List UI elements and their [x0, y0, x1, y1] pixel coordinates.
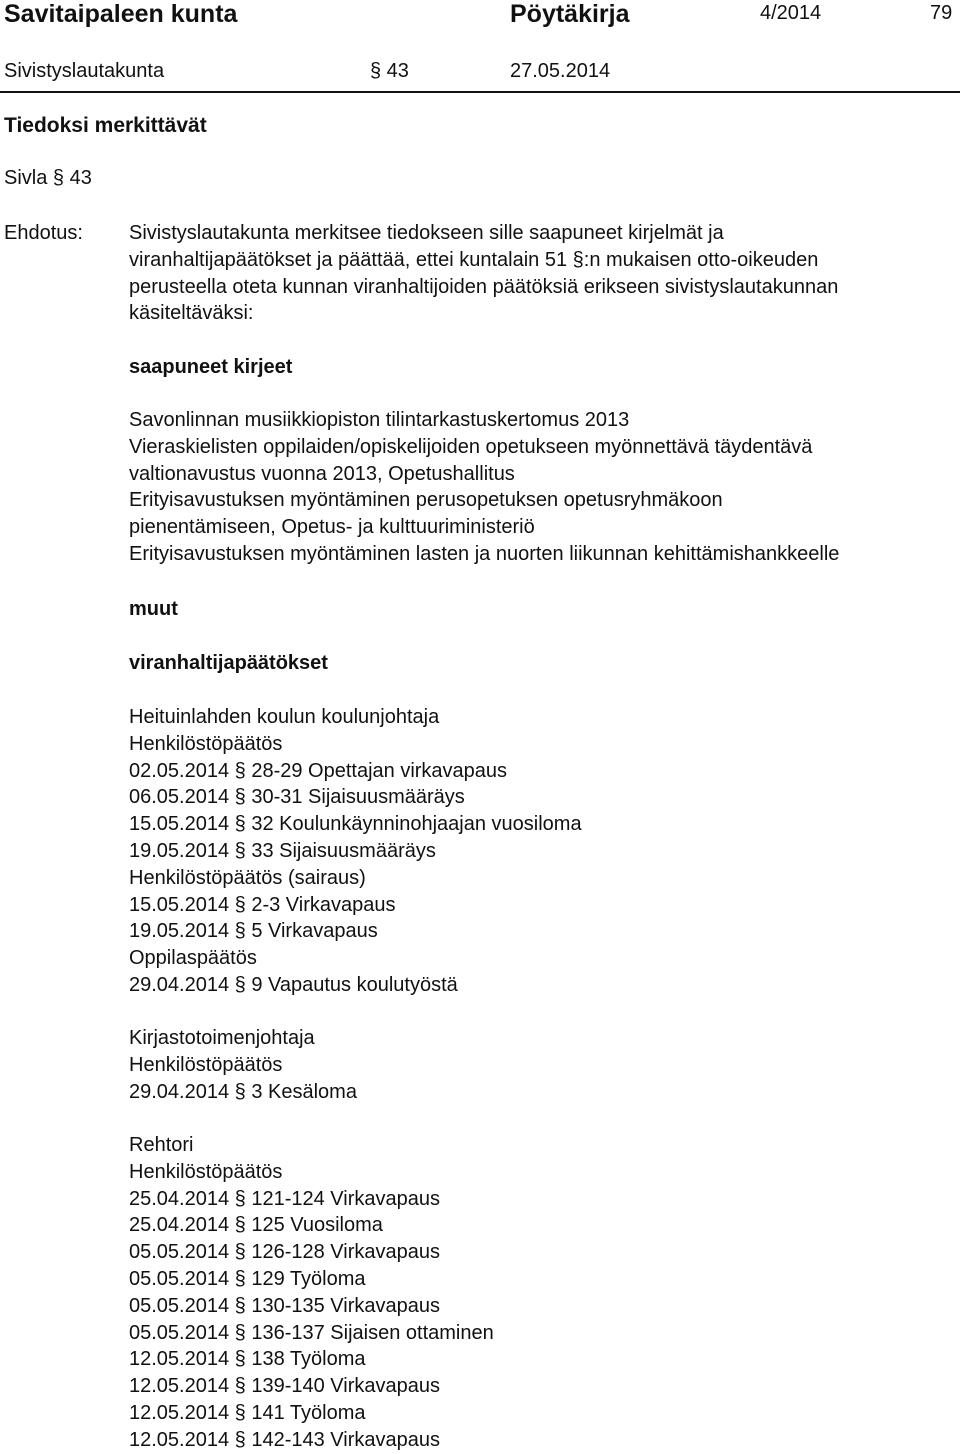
- decision-line: 06.05.2014 § 30-31 Sijaisuusmääräys: [129, 786, 465, 809]
- decision-line: Heituinlahden koulun koulunjohtaja: [129, 706, 440, 728]
- decision-line: 02.05.2014 § 28-29 Opettajan virkavapaus: [129, 759, 508, 782]
- other-heading: muut: [129, 598, 178, 620]
- decision-line: 12.05.2014 § 141 Työloma: [129, 1401, 366, 1424]
- decision-line: 05.05.2014 § 136-137 Sijaisen ottaminen: [129, 1321, 494, 1344]
- decision-line: 29.04.2014 § 3 Kesäloma: [129, 1080, 357, 1103]
- decision-line: 15.05.2014 § 32 Koulunkäynninohjaajan vuosiloma: [129, 813, 582, 836]
- decision-line: Henkilöstöpäätös: [129, 1053, 283, 1076]
- decision-line: 05.05.2014 § 130-135 Virkavapaus: [129, 1294, 440, 1317]
- decision-line: 19.05.2014 § 5 Virkavapaus: [129, 920, 378, 943]
- decision-line: Henkilöstöpäätös: [129, 732, 283, 755]
- decision-line: 25.04.2014 § 121-124 Virkavapaus: [129, 1187, 440, 1210]
- proposal-line: Sivistyslautakunta merkitsee tiedokseen sille saapuneet kirjelmät ja: [129, 222, 724, 244]
- decision-group-school-principal: [129, 704, 582, 999]
- header-divider: [0, 91, 960, 93]
- header-page-number: 79: [930, 2, 953, 24]
- decision-line: 19.05.2014 § 33 Sijaisuusmääräys: [129, 839, 436, 862]
- header-org: Savitaipaleen kunta: [4, 0, 238, 28]
- proposal-line: perusteella oteta kunnan viranhaltijoiden päätöksiä erikseen sivistyslautakunnan: [129, 275, 839, 298]
- proposal-text: [129, 220, 838, 327]
- decision-line: 15.05.2014 § 2-3 Virkavapaus: [129, 893, 396, 916]
- decision-line: 29.04.2014 § 9 Vapautus koulutyöstä: [129, 973, 458, 996]
- letter-line: pienentämiseen, Opetus- ja kulttuuriministeriö: [129, 516, 535, 539]
- header-doc-type: Pöytäkirja: [510, 0, 630, 28]
- decision-line: 05.05.2014 § 129 Työloma: [129, 1267, 366, 1290]
- received-letters-heading: saapuneet kirjeet: [129, 356, 293, 378]
- letter-line: Erityisavustuksen myöntäminen perusopetuksen opetusryhmäkoon: [129, 489, 723, 512]
- letter-line: Erityisavustuksen myöntäminen lasten ja nuorten liikunnan kehittämishankkeelle: [129, 542, 840, 565]
- decision-line: Rehtori: [129, 1134, 194, 1156]
- page-title: Tiedoksi merkittävät: [4, 114, 207, 137]
- decision-line: 12.05.2014 § 138 Työloma: [129, 1348, 366, 1371]
- header-issue: 4/2014: [760, 2, 822, 24]
- proposal-label: Ehdotus:: [4, 222, 83, 244]
- proposal-line: käsiteltäväksi:: [129, 302, 254, 325]
- decision-line: 12.05.2014 § 142-143 Virkavapaus: [129, 1428, 440, 1451]
- letter-line: valtionavustus vuonna 2013, Opetushallitus: [129, 462, 515, 485]
- decisions-heading: viranhaltijapäätökset: [129, 652, 328, 674]
- section-reference: Sivla § 43: [4, 167, 92, 189]
- proposal-line: viranhaltijapäätökset ja päättää, ettei kuntalain 51 §:n mukaisen otto-oikeuden: [129, 248, 819, 271]
- subheader-body: Sivistyslautakunta: [4, 60, 165, 82]
- decision-line: 12.05.2014 § 139-140 Virkavapaus: [129, 1375, 440, 1398]
- decision-line: Henkilöstöpäätös (sairaus): [129, 866, 366, 889]
- decision-line: Henkilöstöpäätös: [129, 1160, 283, 1183]
- subheader-date: 27.05.2014: [510, 60, 611, 82]
- subheader-section: § 43: [370, 60, 409, 82]
- letter-line: Savonlinnan musiikkiopiston tilintarkastuskertomus 2013: [129, 409, 630, 431]
- decision-line: Kirjastotoimenjohtaja: [129, 1027, 315, 1049]
- decision-line: 25.04.2014 § 125 Vuosiloma: [129, 1214, 383, 1237]
- letter-line: Vieraskielisten oppilaiden/opiskelijoiden opetukseen myönnettävä täydentävä: [129, 435, 813, 458]
- decision-line: Oppilaspäätös: [129, 947, 257, 970]
- decision-line: 05.05.2014 § 126-128 Virkavapaus: [129, 1241, 440, 1264]
- received-letters-list: [129, 407, 839, 568]
- decision-group-library-director: [129, 1025, 357, 1105]
- decision-group-headmaster: [129, 1132, 494, 1454]
